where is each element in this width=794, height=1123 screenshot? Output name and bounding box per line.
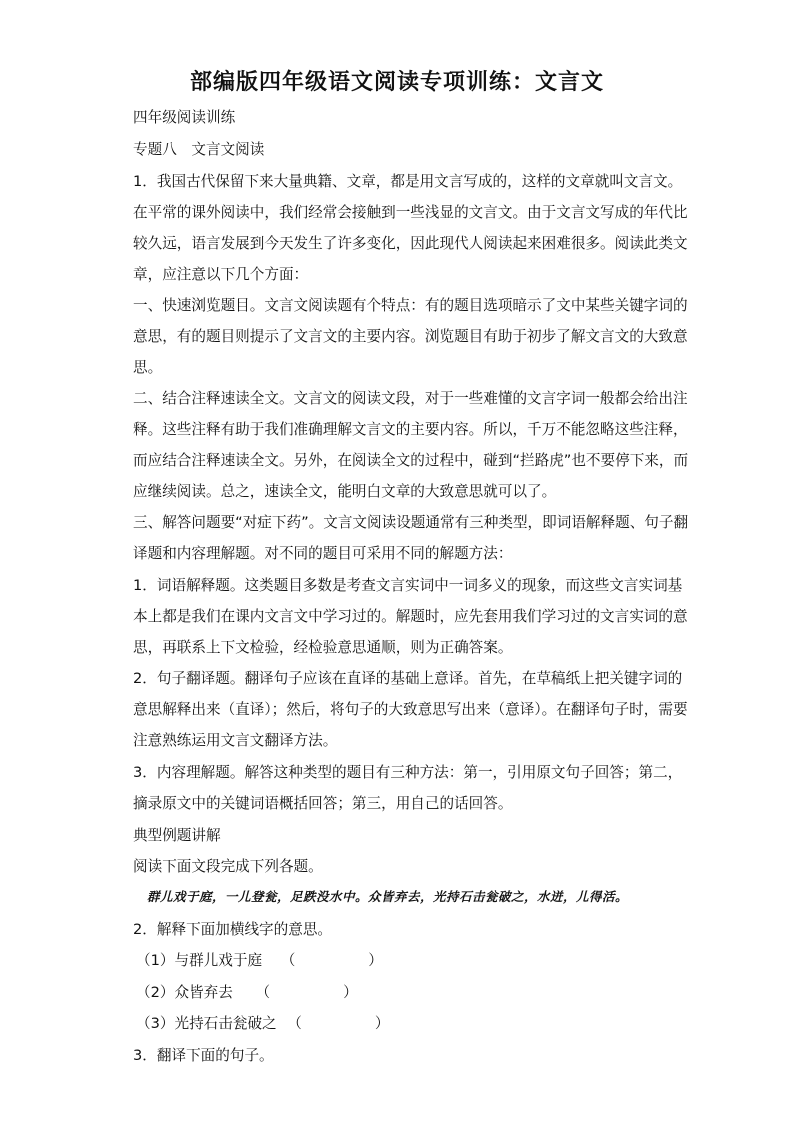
page-title: 部编版四年级语文阅读专项训练：文言文	[189, 70, 604, 95]
paragraph-line: 释。这些注释有助于我们准确理解文言文的主要内容。所以，千万不能忽略这些注释，	[133, 421, 688, 438]
paragraph-line: 2．句子翻译题。翻译句子应该在直译的基础上意译。首先，在草稿纸上把关键字词的	[133, 670, 683, 687]
question-3: 3．翻译下面的句子。	[133, 1047, 274, 1064]
paragraph-line: 摘录原文中的关键词语概括回答；第三，用自己的话回答。	[133, 795, 513, 812]
paragraph-line: 而应结合注释速读全文。另外，在阅读全文的过程中，碰到“拦路虎”也不要停下来，而	[133, 452, 689, 469]
paragraph-line: 一、快速浏览题目。文言文阅读题有个特点：有的题目选项暗示了文中某些关键字词的	[133, 297, 688, 314]
answer-blank[interactable]: （ ）	[255, 984, 358, 1001]
item-label: （2）众皆弃去	[136, 984, 233, 1001]
question-item	[136, 951, 383, 971]
classical-passage: 群儿戏于庭，一儿登瓮，足跌没水中。众皆弃去，光持石击瓮破之，水迸，儿得活。	[147, 889, 629, 904]
item-label: （3）光持石击瓮破之	[136, 1015, 277, 1032]
paragraph-line: 章，应注意以下几个方面：	[133, 266, 309, 283]
paragraph-line: 译题和内容理解题。对不同的题目可采用不同的解题方法：	[133, 545, 513, 562]
paragraph-line: 1．词语解释题。这类题目多数是考查文言实词中一词多义的现象，而这些文言实词基	[133, 577, 683, 594]
paragraph-line: 较久远，语言发展到今天发生了许多变化，因此现代人阅读起来困难很多。阅读此类文	[133, 235, 688, 252]
paragraph-line: 1．我国古代保留下来大量典籍、文章，都是用文言写成的，这样的文章就叫文言文。	[133, 173, 683, 190]
section-heading: 典型例题讲解	[133, 827, 221, 844]
item-label: （1）与群儿戏于庭	[136, 952, 263, 969]
paragraph-line: 意思，有的题目则提示了文言文的主要内容。浏览题目有助于初步了解文言文的大致意	[133, 328, 688, 345]
paragraph-line: 意思解释出来（直译）；然后，将句子的大致意思写出来（意译）。在翻译句子时，需要	[133, 701, 688, 718]
paragraph-line: 二、结合注释速读全文。文言文的阅读文段，对于一些难懂的文言字词一般都会给出注	[133, 390, 688, 407]
paragraph-line: 思，再联系上下文检验，经检验意思通顺，则为正确答案。	[133, 639, 513, 656]
paragraph-line: 三、解答问题要“对症下药”。文言文阅读设题通常有三种类型，即词语解释题、句子翻	[133, 514, 689, 531]
instruction-line: 阅读下面文段完成下列各题。	[133, 858, 323, 875]
answer-blank[interactable]: （ ）	[280, 952, 383, 969]
paragraph-line: 在平常的课外阅读中，我们经常会接触到一些浅显的文言文。由于文言文写成的年代比	[133, 204, 688, 221]
subtitle: 四年级阅读训练	[133, 109, 236, 126]
paragraph-line: 应继续阅读。总之，速读全文，能明白文章的大致意思就可以了。	[133, 483, 557, 500]
paragraph-line: 思。	[133, 359, 163, 376]
answer-blank[interactable]: （ ）	[287, 1015, 390, 1032]
question-2: 2．解释下面加横线字的意思。	[133, 921, 333, 938]
question-item	[136, 1014, 389, 1034]
paragraph-line: 本上都是我们在课内文言文中学习过的。解题时，应先套用我们学习过的文言实词的意	[133, 608, 688, 625]
paragraph-line: 注意熟练运用文言文翻译方法。	[133, 732, 338, 749]
question-item	[136, 983, 358, 1003]
topic-heading: 专题八 文言文阅读	[133, 141, 265, 158]
paragraph-line: 3．内容理解题。解答这种类型的题目有三种方法：第一，引用原文句子回答；第二，	[133, 764, 683, 781]
